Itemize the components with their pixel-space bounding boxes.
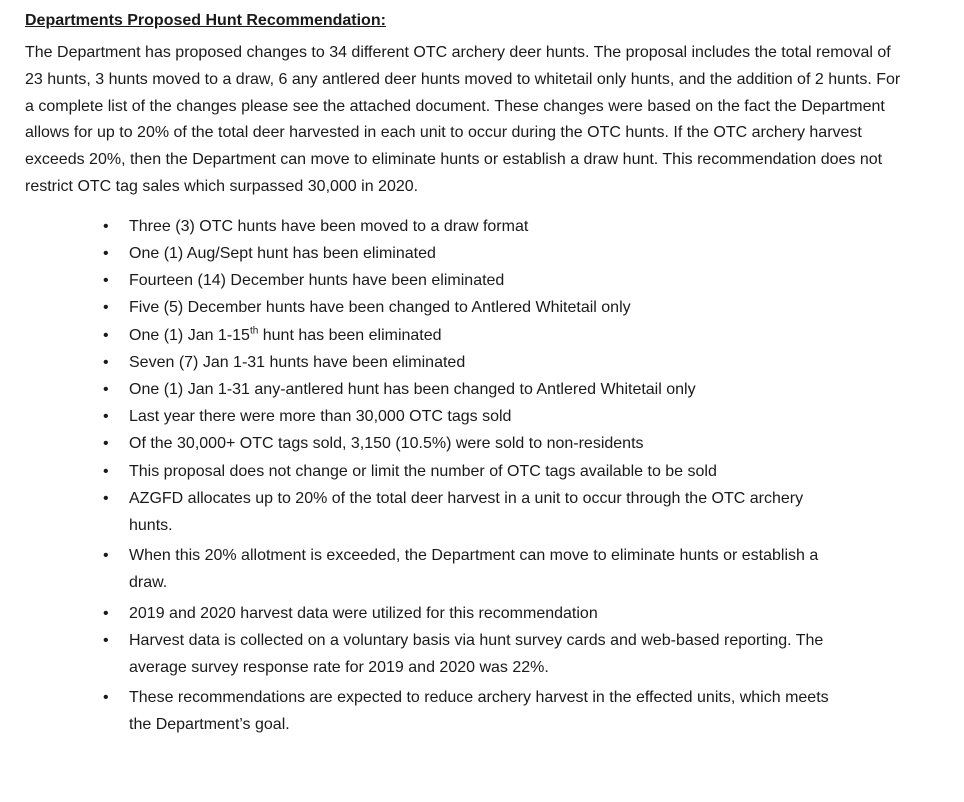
bullet-icon: • xyxy=(103,435,109,453)
ordinal-suffix: th xyxy=(249,325,259,337)
list-item xyxy=(103,485,829,539)
list-item-text: These recommendations are expected to reduce archery harvest in the effected units, which meets the Department’s goal. xyxy=(129,689,829,734)
bullet-icon: • xyxy=(103,381,109,398)
list-item-text: One (1) Jan 1-31 any-antlered hunt has been changed to Antlered Whitetail only xyxy=(129,381,696,398)
list-item xyxy=(103,349,829,376)
list-item-text-end: hunt has been eliminated xyxy=(258,326,442,344)
bullet-icon: • xyxy=(103,631,109,649)
list-item xyxy=(103,267,829,294)
list-item-text-start: One (1) Jan 1-15 xyxy=(129,326,250,344)
list-item-text: Seven (7) Jan 1-31 hunts have been eliminated xyxy=(129,353,466,371)
bullet-icon: • xyxy=(103,353,109,371)
list-item xyxy=(103,542,829,596)
list-item-text: Fourteen (14) December hunts have been eliminated xyxy=(129,272,505,290)
bullet-list xyxy=(25,213,934,739)
list-item-text: AZGFD allocates up to 20% of the total deer harvest in a unit to occur through the OTC archery hunts. xyxy=(129,489,804,535)
list-item-text: Of the 30,000+ OTC tags sold, 3,150 (10.5%) were sold to non-residents xyxy=(129,435,644,453)
list-item-text: 2019 and 2020 harvest data were utilized for this recommendation xyxy=(129,604,598,622)
list-item-text xyxy=(129,327,442,344)
list-item-text: Three (3) OTC hunts have been moved to a draw format xyxy=(129,217,529,235)
bullet-icon: • xyxy=(103,217,109,235)
bullet-icon: • xyxy=(103,462,109,480)
intro-paragraph: The Department has proposed changes to 34 different OTC archery deer hunts. The proposal includes the total removal of 23 hunts, 3 hunts moved to a draw, 6 any antlered deer hunts moved to whitetail only hunts, and the addition of 2 hunts. For a complete list of the changes please see the attached document. These changes were based on the fact the Department allows for up to 20% of the total deer harvested in each unit to occur during the OTC hunts. If the OTC archery harvest exceeds 20%, then the Department can move to eliminate hunts or establish a draw hunt. This recommendation does not restrict OTC tag sales which surpassed 30,000 in 2020. xyxy=(25,44,901,195)
bullet-icon: • xyxy=(103,299,109,317)
list-item-text: One (1) Aug/Sept hunt has been eliminated xyxy=(129,244,436,262)
list-item xyxy=(103,403,829,430)
list-item xyxy=(103,627,829,681)
list-item xyxy=(103,376,829,403)
bullet-icon: • xyxy=(103,272,109,290)
section-heading: Departments Proposed Hunt Recommendation: xyxy=(25,12,386,29)
list-item xyxy=(103,240,829,267)
list-item-text: Five (5) December hunts have been changed to Antlered Whitetail only xyxy=(129,299,631,317)
bullet-icon: • xyxy=(103,408,109,426)
bullet-icon: • xyxy=(103,689,109,707)
list-item xyxy=(103,458,829,485)
list-item xyxy=(103,213,829,240)
list-item xyxy=(103,430,829,457)
list-item xyxy=(103,294,829,321)
bullet-icon: • xyxy=(103,604,109,622)
list-item xyxy=(103,322,829,349)
list-item xyxy=(103,600,829,627)
list-item-text: This proposal does not change or limit the number of OTC tags available to be sold xyxy=(129,462,717,480)
bullet-icon: • xyxy=(103,244,109,262)
bullet-icon: • xyxy=(103,547,109,565)
list-item-text: When this 20% allotment is exceeded, the Department can move to eliminate hunts or establish a draw. xyxy=(129,547,819,592)
bullet-icon: • xyxy=(103,326,109,344)
list-item xyxy=(103,684,829,738)
list-item-text: Harvest data is collected on a voluntary basis via hunt survey cards and web-based reporting. The average survey response rate for 2019 and 2020 was 22%. xyxy=(129,631,824,677)
bullet-icon: • xyxy=(103,489,109,507)
list-item-text: Last year there were more than 30,000 OTC tags sold xyxy=(129,408,512,426)
